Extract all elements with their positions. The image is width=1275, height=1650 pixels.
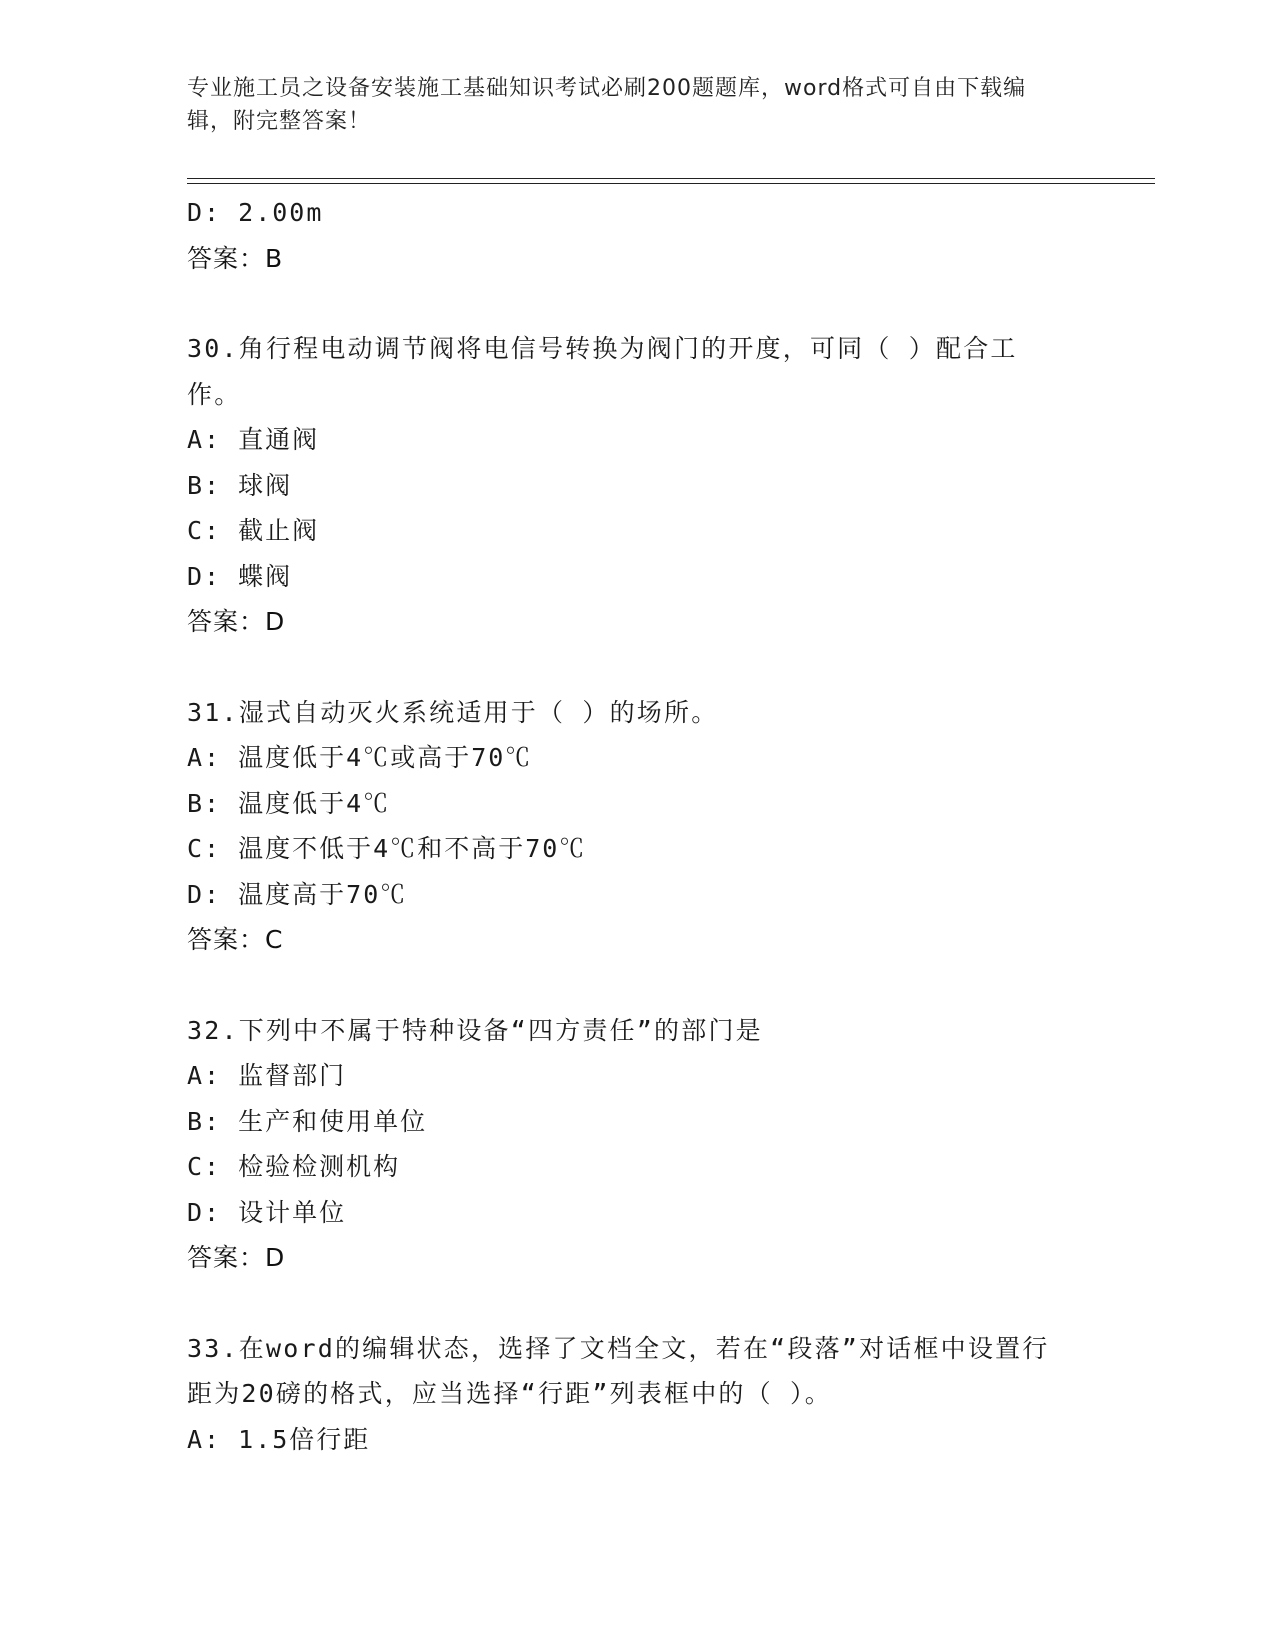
option-d: D: 蝶阀 xyxy=(187,561,293,591)
question-31-text: 31.湿式自动灭火系统适用于（ ）的场所。 xyxy=(187,697,719,727)
option-b: B: 温度低于4℃ xyxy=(187,788,391,818)
spacer xyxy=(187,1281,1087,1326)
answer-line: 答案：D xyxy=(187,1243,286,1272)
answer-line: 答案：D xyxy=(187,607,286,636)
question-32-text: 32.下列中不属于特种设备“四方责任”的部门是 xyxy=(187,1015,763,1045)
header-rule-bottom xyxy=(187,183,1155,184)
answer-line: 答案：C xyxy=(187,925,284,954)
header-title: 专业施工员之设备安装施工基础知识考试必刷200题题库，word格式可自由下载编辑，附完整答案！ xyxy=(187,76,1027,134)
spacer xyxy=(187,281,1087,326)
option-d: D: 温度高于70℃ xyxy=(187,879,408,909)
option-d: D: 设计单位 xyxy=(187,1197,347,1227)
option-c: C: 截止阀 xyxy=(187,516,320,545)
page-header xyxy=(187,72,1067,138)
answer-line: 答案：B xyxy=(187,243,284,273)
question-33-text: 33.在word的编辑状态，选择了文档全文，若在“段落”对话框中设置行距为20磅的格式，应当选择“行距”列表框中的（ ）。 xyxy=(187,1333,1050,1408)
header-rule-top xyxy=(187,178,1155,179)
option-a: A: 温度低于4℃或高于70℃ xyxy=(187,743,533,772)
option-b: B: 球阀 xyxy=(187,470,293,500)
option-a: A: 监督部门 xyxy=(187,1061,347,1090)
option-c: C: 检验检测机构 xyxy=(187,1152,401,1181)
option-a: A: 直通阀 xyxy=(187,425,320,454)
option-d: D: 2.00m xyxy=(187,198,324,227)
question-30-text: 30.角行程电动调节阀将电信号转换为阀门的开度，可同（ ）配合工作。 xyxy=(187,334,1018,409)
option-a: A: 1.5倍行距 xyxy=(187,1424,371,1454)
option-c: C: 温度不低于4℃和不高于70℃ xyxy=(187,834,587,863)
option-b: B: 生产和使用单位 xyxy=(187,1106,428,1136)
document-body xyxy=(187,190,1087,1462)
spacer xyxy=(187,963,1087,1008)
spacer xyxy=(187,645,1087,690)
